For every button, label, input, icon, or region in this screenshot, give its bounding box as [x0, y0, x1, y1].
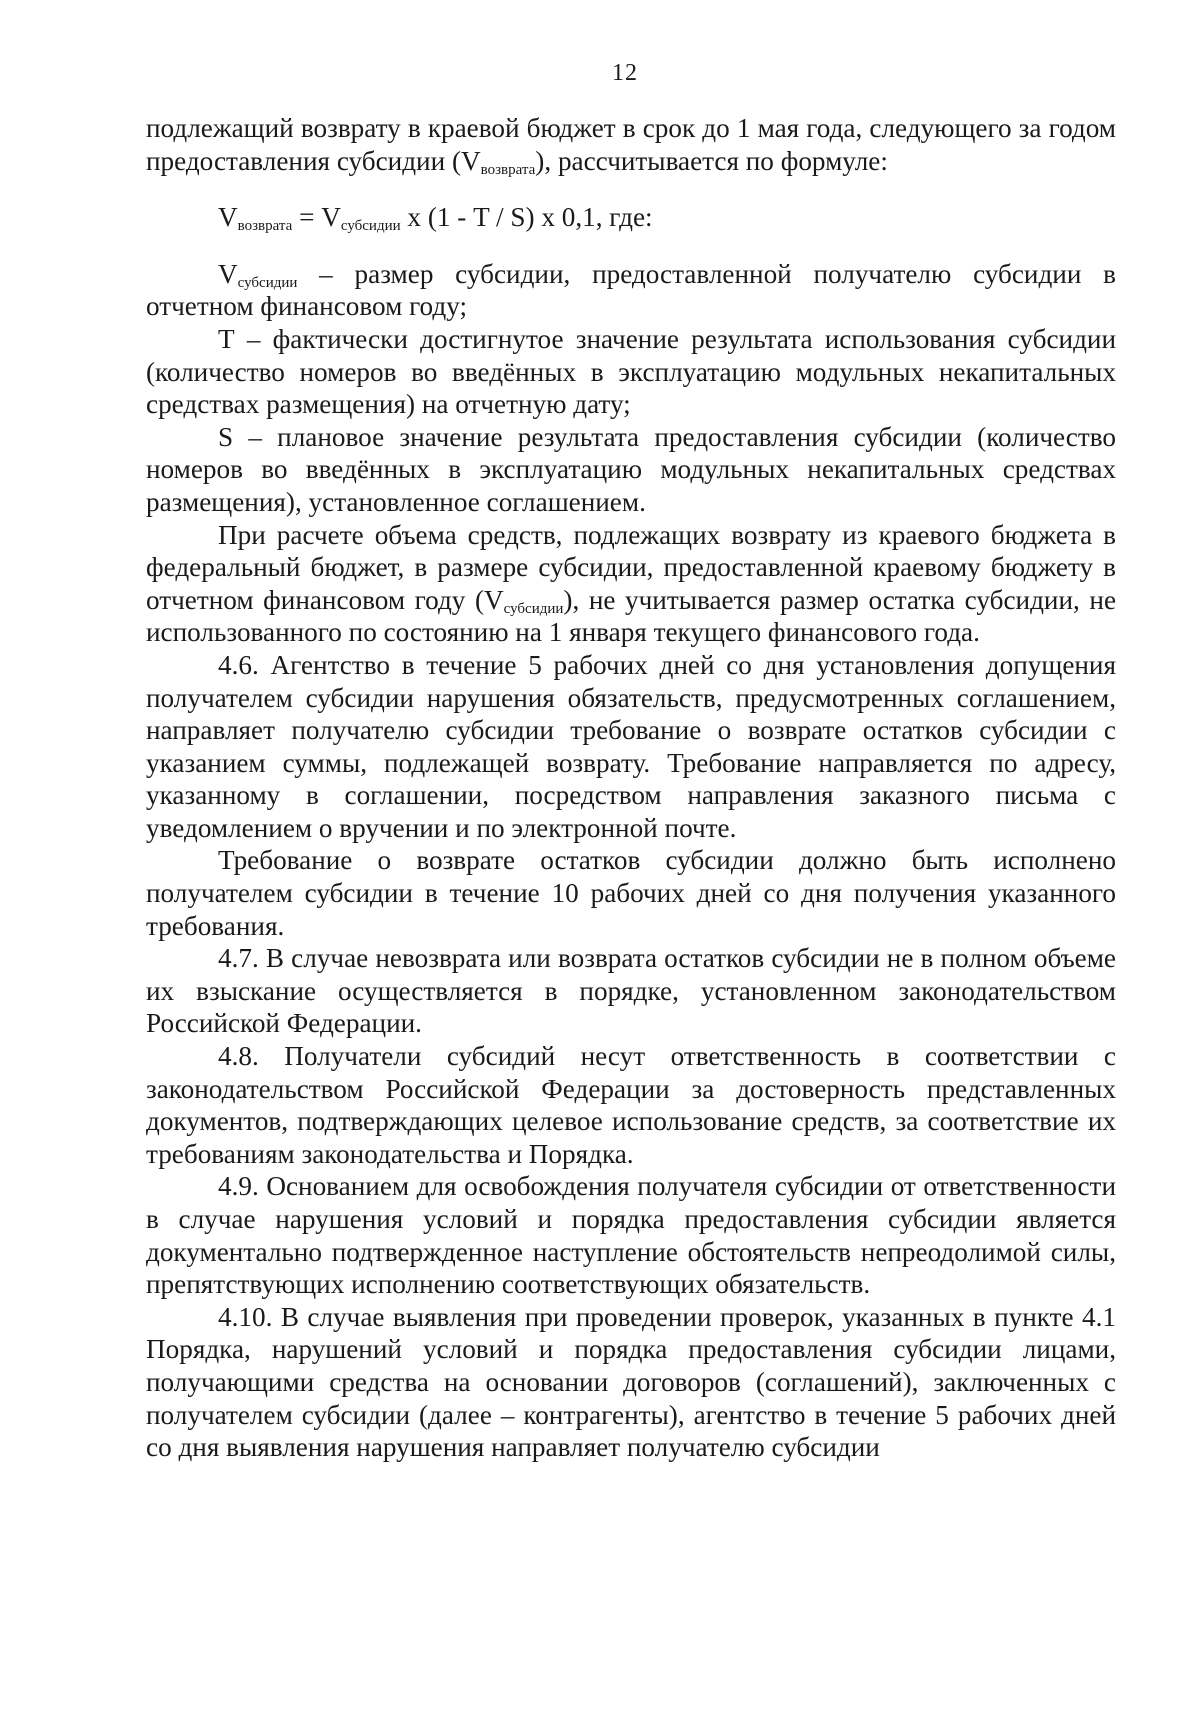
subscript-return: возврата	[480, 161, 536, 178]
paragraph-return-intro: подлежащий возврату в краевой бюджет в срок до 1 мая года, следующего за годом предоставления субсидии $(V_{возврата})$, рассчитывается по формуле:	[146, 113, 1116, 178]
paragraph-calculation: При расчете объема средств, подлежащих возврату из краевого бюджета в федеральный бюджет, в размере субсидии, предоставленной краевому бюджету в отчетном финансовом году $(V_{субсидии})$, не учитывается размер остатка субсидии, не использованного по состоянию на 1 января текущего финансового года.	[146, 519, 1117, 648]
document-body	[146, 112, 1116, 1464]
paragraph-requirement: Требование о возврате остатков субсидии должно быть исполнено получателем субсидии в течение 10 рабочих дней со дня получения указанного требования.	[146, 845, 1116, 941]
formula: $V_{возврата} = V_{субсидии}$ х (1 - T / S) х 0,1, где:	[218, 202, 653, 235]
clause-4-9: 4.9. Основанием для освобождения получателя субсидии от ответственности в случае нарушения условий и порядка предоставления субсидии является документально подтвержденное наступление обстоятельств непреодолимой силы, препятствующих исполнению соответствующих обязательств.	[146, 1171, 1116, 1300]
definition-t: Т – фактически достигнутое значение результата использования субсидии (количество номеров во введённых в эксплуатацию модульных некапитальных средствах размещения) на отчетную дату;	[146, 323, 1116, 420]
clause-4-6: 4.6. Агентство в течение 5 рабочих дней со дня установления допущения получателем субсидии нарушения обязательств, предусмотренных соглашением, направляет получателю субсидии требование о возврате остатков субсидии с указанием суммы, подлежащей возврату. Требование направляется по адресу, указанному в соглашении, посредством направления заказного письма с уведомлением о вручении и по электронной почте.	[146, 649, 1116, 843]
clause-4-7: 4.7. В случае невозврата или возврата остатков субсидии не в полном объеме их взыскание осуществляется в порядке, установленном законодательством Российской Федерации.	[146, 943, 1116, 1039]
page-number: 12	[612, 60, 638, 86]
definition-s: S – плановое значение результата предоставления субсидии (количество номеров во введённых в эксплуатацию модульных некапитальных средствах размещения), установленное соглашением.	[146, 421, 1116, 517]
clause-4-8: 4.8. Получатели субсидий несут ответственность в соответствии с законодательством Российской Федерации за достоверность представленных документов, подтверждающих целевое использование средств, за соответствие их требованиям законодательства и Порядка.	[146, 1041, 1116, 1169]
definition-v-subsidy: $V_{субсидии}$ – размер субсидии, предоставленной получателю субсидии в отчетном финансовом году;	[146, 258, 1116, 322]
clause-4-10: 4.10. В случае выявления при проведении проверок, указанных в пункте 4.1 Порядка, нарушений условий и порядка предоставления субсидии лицами, получающими средства на основании договоров (соглашений), заключенных с получателем субсидии (далее – контрагенты), агентство в течение 5 рабочих дней со дня выявления нарушения направляет получателю субсидии	[146, 1301, 1116, 1463]
